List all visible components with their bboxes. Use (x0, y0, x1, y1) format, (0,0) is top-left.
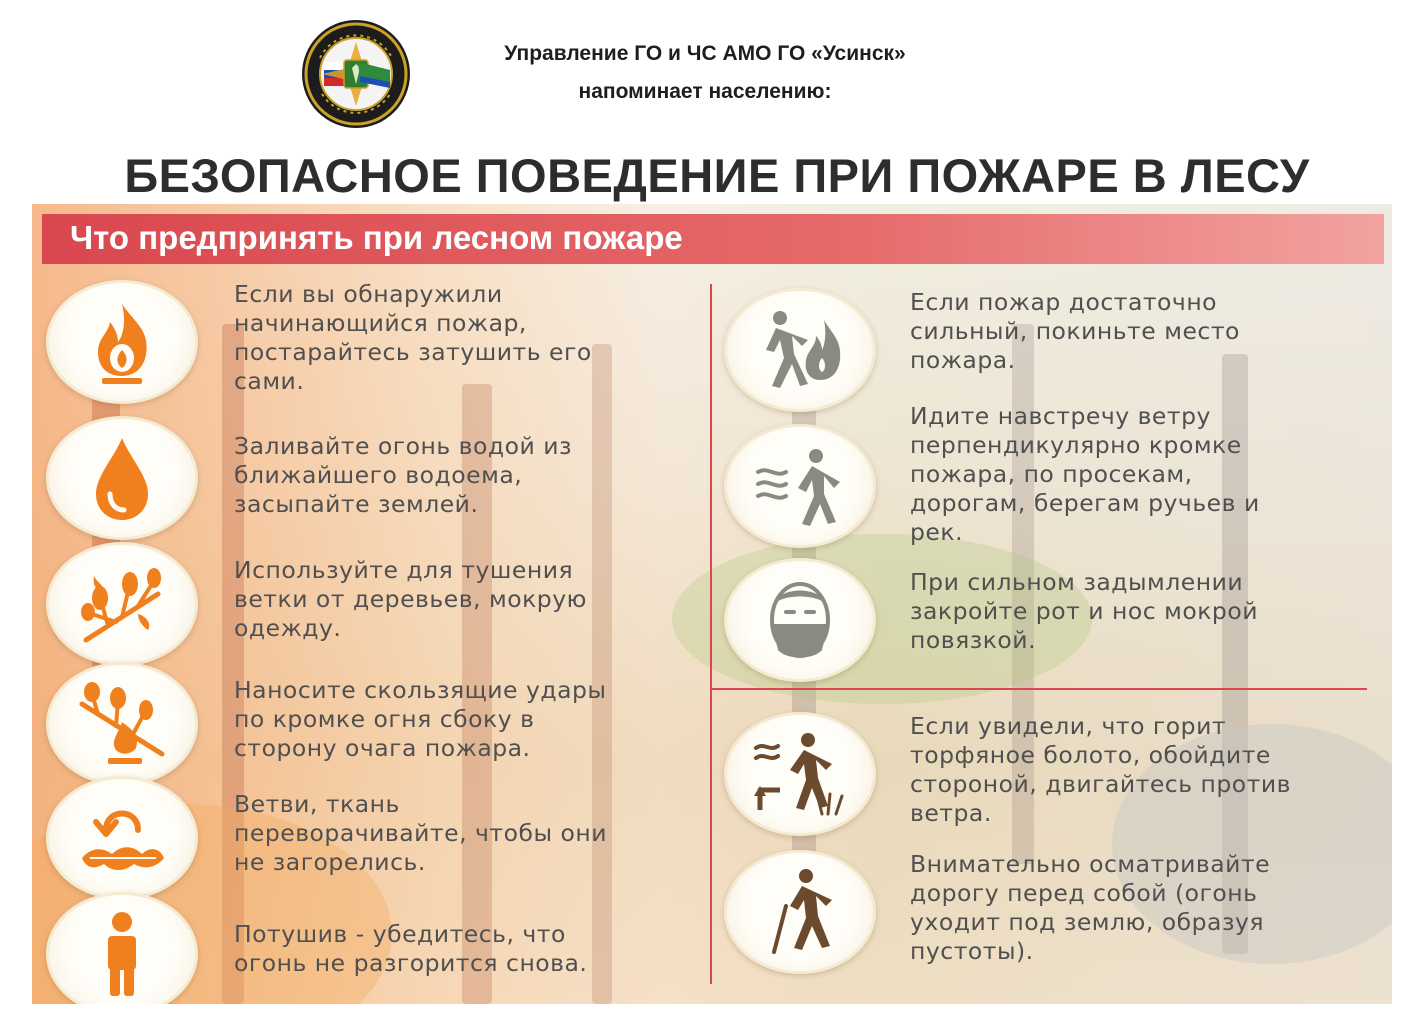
right-item-1-text: Если пожар достаточно сильный, покиньте место пожара. (910, 288, 1240, 374)
person-against-wind-icon (750, 436, 850, 536)
left-item-6-text: Потушив - убедитесь, что огонь не разгорится снова. (234, 920, 588, 977)
poster (32, 204, 1392, 1004)
left-item-1-text: Если вы обнаружили начинающийся пожар, постарайтесь затушить его сами. (234, 280, 592, 395)
section-divider (712, 688, 1367, 690)
org-subtitle: напоминает населению: (578, 80, 832, 103)
right-item-4-text: Если увидели, что горит торфяное болото, обойдите стороной, двигайтесь против ветра. (910, 712, 1291, 827)
org-title: Управление ГО и ЧС АМО ГО «Усинск» (504, 42, 906, 65)
person-leaving-fire-icon (750, 300, 850, 400)
water-drop-icon (72, 428, 172, 528)
fire-icon (72, 292, 172, 392)
peat-bog-detour-icon (750, 724, 850, 824)
burning-branch-icon (72, 554, 172, 654)
hiker-with-stick-icon (750, 862, 850, 962)
turn-over-icon (72, 788, 172, 888)
main-title: БЕЗОПАСНОЕ ПОВЕДЕНИЕ ПРИ ПОЖАРЕ В ЛЕСУ (124, 149, 1310, 202)
header (0, 0, 1426, 140)
civil-defense-emblem-icon (300, 18, 412, 130)
left-item-2-text: Заливайте огонь водой из ближайшего водоема, засыпайте землей. (234, 432, 573, 518)
right-item-5-text: Внимательно осматривайте дорогу перед собой (огонь уходит под землю, образуя пустоты). (910, 850, 1271, 965)
subtitle-bar (42, 214, 1384, 264)
left-item-5-text: Ветви, ткань переворачивайте, чтобы они не загорелись. (234, 790, 607, 876)
face-mask-icon (750, 570, 850, 670)
left-item-4-text: Наносите скользящие удары по кромке огня сбоку в сторону очага пожара. (234, 676, 607, 762)
subtitle-text: Что предпринять при лесном пожаре (70, 219, 683, 256)
right-item-3-text: При сильном задымлении закройте рот и нос мокрой повязкой. (910, 568, 1258, 654)
sliding-strike-icon (72, 674, 172, 774)
column-divider (710, 284, 712, 984)
person-standing-icon (72, 904, 172, 1004)
left-item-3-text: Используйте для тушения ветки от деревьев, мокрую одежду. (234, 556, 587, 642)
right-item-2-text: Идите навстречу ветру перпендикулярно кромке пожара, по просекам, дорогам, берегам ручьев и рек. (910, 402, 1260, 546)
